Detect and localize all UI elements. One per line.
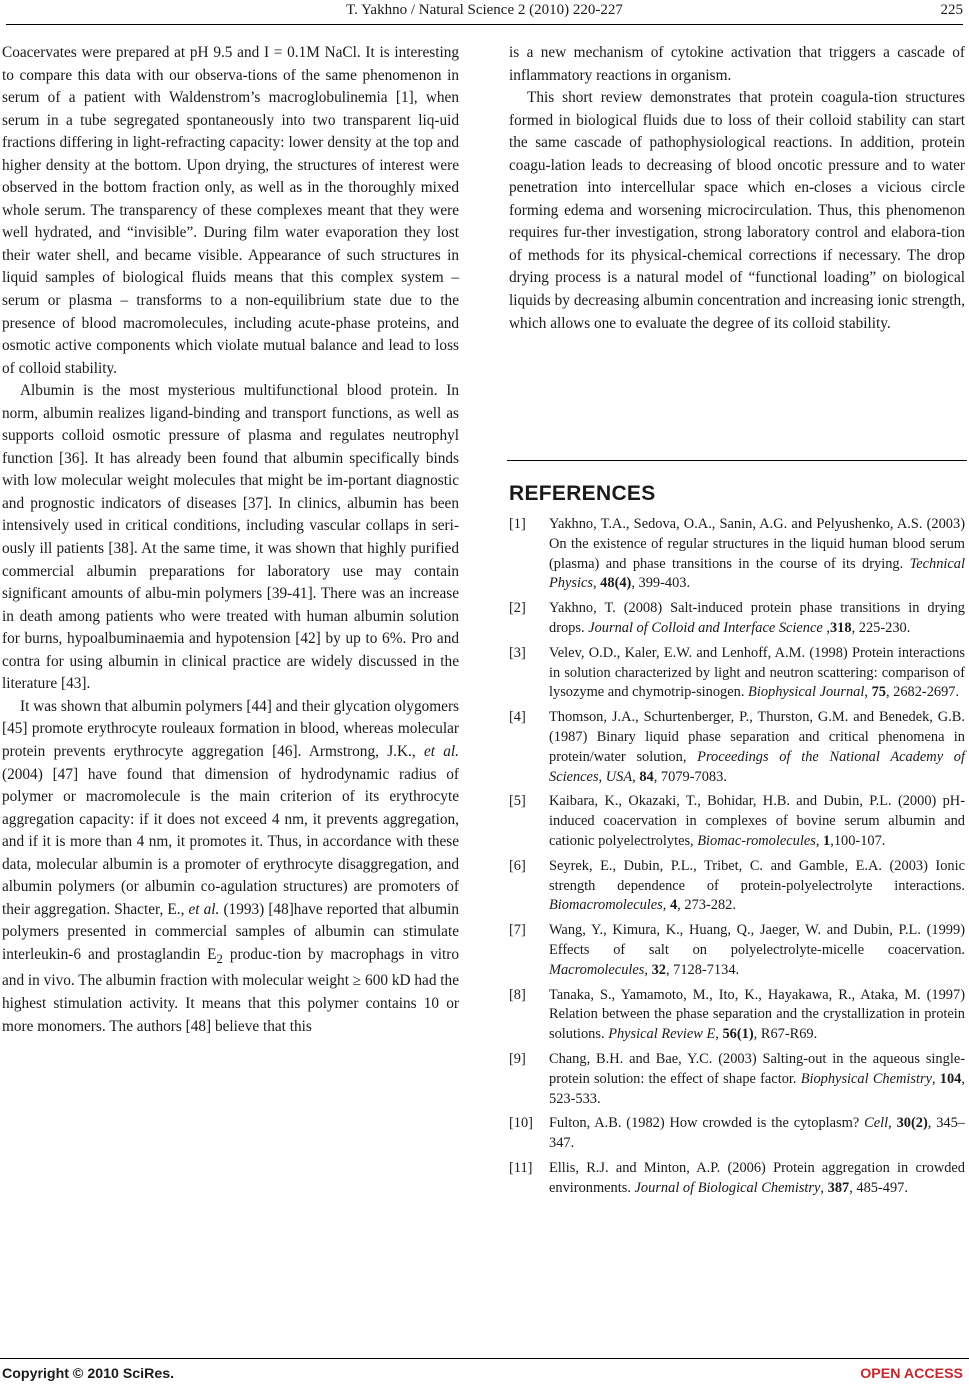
reference-item: [2] Yakhno, T. (2008) Salt-induced protein phase transitions in drying drops. Journal of Colloid and Interface Science ,318, 225-230. — [509, 600, 965, 636]
reference-item: [4] Thomson, J.A., Schurtenberger, P., Thurston, G.M. and Benedek, G.B. (1987) Binary liquid phase separation and critical phenomena in protein/water solution, Proceedings of the National Academy of Sciences, USA, 84, 7079-7083. — [509, 709, 965, 785]
reference-item: [1] Yakhno, T.A., Sedova, O.A., Sanin, A.G. and Pelyushenko, A.S. (2003) On the existence of regular structures in the liquid human blood serum (plasma) and phase transitions in the course of its drying. Technical Physics, 48(4), 399-403. — [509, 516, 966, 592]
paragraph: Albumin is the most mysterious multifunctional blood protein. In norm, albumin realizes ligand-binding and transport functions, as well as supports colloid osmotic pressure of plasma and regulates neutrophyl function [36]. It has already been found that albumin specifically binds with low molecular weight molecules that might be im-portant diagnostic and prognostic indicators of diseases [37]. In clinics, albumin has been intensively used in critical conditions, including vascular collaps in seri-ously ill patients [38]. At the same time, it was shown that highly purified commercial albumin preparations for laboratory use may contain significant amounts of albu-min polymers [39-41]. There was an increase in death among patients who were treated with human albumin solution for burns, hypoalbuminaemia and hypotension [42] by up to 6%. Pro and contra for using albumin in clinical practice are widely discussed in the literature [43]. — [2, 382, 459, 693]
right-column — [509, 42, 965, 335]
copyright-notice: Copyright © 2010 SciRes. — [2, 1366, 175, 1382]
paragraph: It was shown that albumin polymers [44] and their glycation olygomers [45] promote erythrocyte rouleaux formation in blood, whereas molecular protein prevents erythrocyte aggregation [46]. Armstrong, J.K., et al. (2004) [47] have found that dimension of hydrodynamic radius of polymer or macromolecule is the main criterion of its erythrocyte aggregation capacity: if it does not exceed 4 nm, it prevents aggregation, and if it is more than 4 nm, it promotes it. Thus, in accordance with these data, molecular albumin is a promoter of erythrocyte disaggregation, and albumin polymers (or albumin co-agulation structures) are promoters of their aggregation. Shacter, E., et al. (1993) [48]have reported that albumin polymers presented in commercial samples of albumin can stimulate interleukin-6 and prostaglandin $E_2$ produc-tion by macrophags in vitro and in vivo. The albumin fraction with molecular weight ≥ 600 kD had the highest stimulation activity. It means that this polymer contains 10 or more monomers. The authors [48] believe that this — [2, 697, 460, 1035]
section-divider — [507, 460, 967, 461]
reference-item: [3] Velev, O.D., Kaler, E.W. and Lenhoff, A.M. (1998) Protein interactions in solution characterized by light and neutron scattering: comparison of lysozyme and chymotrip-sinogen. Biophysical Journal, 75, 2682-2697. — [509, 644, 965, 701]
page-number: 225 — [940, 2, 963, 18]
paragraph: Coacervates were prepared at pH 9.5 and I = 0.1M NaCl. It is interesting to compare this data with our observa-tions of the same phenomenon in serum of a patient with Waldenstrom’s macroglobulinemia [1], when serum in a tube segregated spontaneously into two transparent liq-uid fractions differing in light-refracting capacity: lower density at the top and higher density at the bottom. Upon drying, the structures of interest were observed in the bottom fraction only, as well as in the thoroughly mixed whole serum. The transparency of these complexes meant that they were well hydrated, and “invisible”. During film water evaporation they lost their water shell, and became visible. Appearance of such structures in liquid samples of biological fluids means that this complex system – serum or plasma – transforms to a non-equilibrium state due to the presence of blood macromolecules, including acute-phase proteins, and osmotic active components which violate mutual balance and lead to loss of colloid stability. — [2, 44, 459, 377]
references-heading: REFERENCES — [509, 482, 656, 505]
reference-item: [8] Tanaka, S., Yamamoto, M., Ito, K., Hayakawa, R., Ataka, M. (1997) Relation between the phase separation and the crystallization in protein solutions. Physical Review E, 56(1), R67-R69. — [509, 986, 965, 1043]
open-access-label: OPEN ACCESS — [860, 1366, 963, 1382]
reference-item: [6] Seyrek, E., Dubin, P.L., Tribet, C. and Gamble, E.A. (2003) Ionic strength dependence of protein-polyelectrolyte interactions. Biomacromolecules, 4, 273-282. — [509, 857, 965, 914]
left-column — [2, 42, 459, 1038]
reference-item: [11] Ellis, R.J. and Minton, A.P. (2006) Protein aggregation in crowded environments. Journal of Biological Chemistry, 387, 485-497. — [509, 1159, 965, 1196]
paragraph: is a new mechanism of cytokine activation that triggers a cascade of inflammatory reactions in organism. — [509, 44, 965, 84]
reference-item: [9] Chang, B.H. and Bae, Y.C. (2003) Salting-out in the aqueous single-protein solution: the effect of shape factor. Biophysical Chemistry, 104, 523-533. — [509, 1050, 965, 1107]
header-rule — [6, 24, 963, 25]
running-header — [0, 0, 969, 24]
reference-item: [5] Kaibara, K., Okazaki, T., Bohidar, H.B. and Dubin, P.L. (2000) pH-induced coacervation in complexes of bovine serum albumin and cationic polyelectrolytes, Biomac-romolecules, 1,100-107. — [509, 793, 965, 849]
journal-citation: T. Yakhno / Natural Science 2 (2010) 220-227 — [346, 2, 623, 18]
reference-item: [10] Fulton, A.B. (1982) How crowded is the cytoplasm? Cell, 30(2), 345–347. — [509, 1115, 965, 1152]
reference-item: [7] Wang, Y., Kimura, K., Huang, Q., Jaeger, W. and Dubin, P.L. (1999) Effects of salt on polyelectrolyte-micelle coacervation. Macromolecules, 32, 7128-7134. — [509, 922, 965, 978]
references-list — [509, 515, 965, 1204]
paragraph: This short review demonstrates that protein coagula-tion structures formed in biological fluids due to loss of their colloid stability can start the same cascade of pathophysiological reactions. In addition, protein coagu-lation leads to decreasing of blood oncotic pressure and to water penetration into intercellular space which en-closes a vicious circle forming edema and worsening microcirculation. Thus, this phenomenon requires fur-ther investigation, strong laboratory control and elabora-tion of methods for its physical-chemical corrections if necessary. The drop drying process is a natural model of “functional loading” on biological liquids by decreasing albumin concentration and increasing ionic strength, which allows one to evaluate the degree of its colloid stability. — [509, 89, 965, 332]
footer-rule — [0, 1358, 969, 1359]
